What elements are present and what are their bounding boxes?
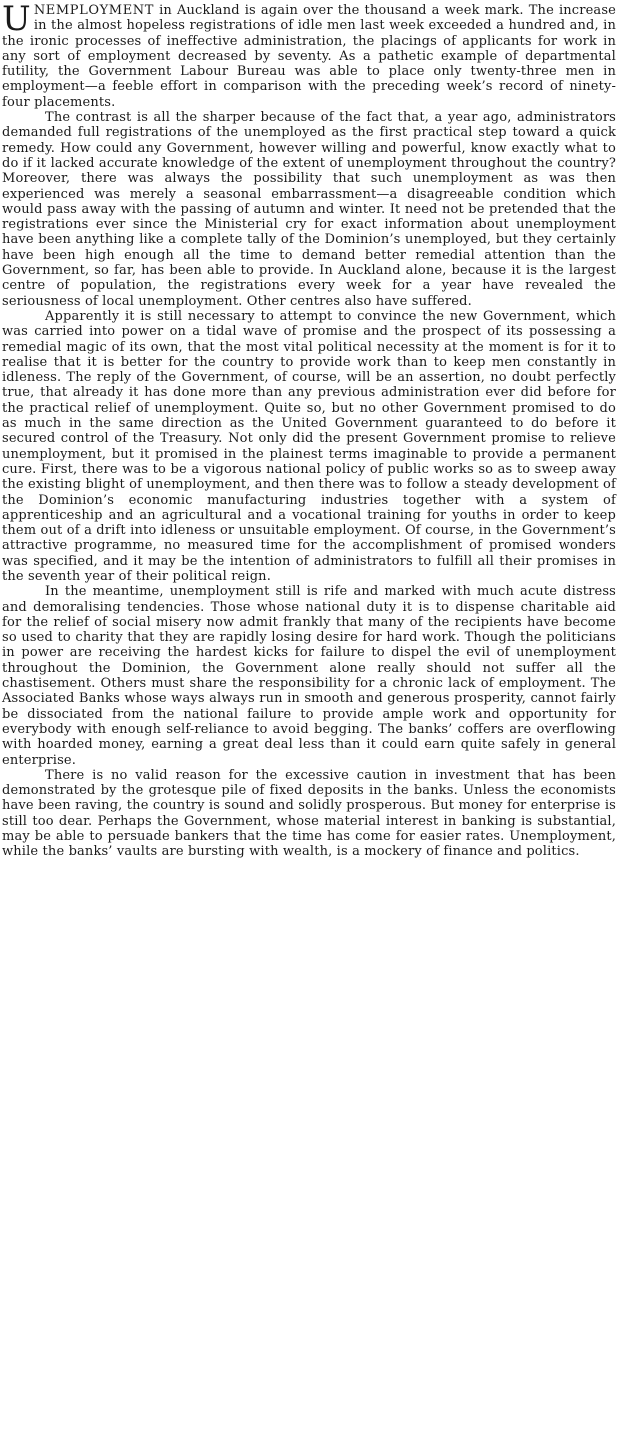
article-paragraph-4: In the meantime, unemployment still is rife and marked with much acute distress and demoralising tendencies. Those whose national duty it is to dispense charitable aid for the relief of social misery now admit frankly that many of the recipients have become so used to charity that they are rapidly losing desire for hard work. Though the politicians in power are receiving the hardest kicks for failure to dispel the evil of unemployment throughout the Dominion, the Government alone really should not suffer all the chastisement. Others must share the responsibility for a chronic lack of employment. The Associated Banks whose ways always run in smooth and generous prosperity, cannot fairly be dissociated from the national failure to provide ample work and opportunity for everybody with enough self-reliance to avoid begging. The banks’ coffers are overflowing with hoarded money, earning a great deal less than it could earn quite safely in general enterprise. bbox=[2, 584, 616, 768]
article-paragraph-1 bbox=[2, 0, 616, 110]
article-paragraph-3: Apparently it is still necessary to attempt to convince the new Government, which was carried into power on a tidal wave of promise and the prospect of its possessing a remedial magic of its own, that the most vital political necessity at the moment is for it to realise that it is better for the country to provide work than to keep men constantly in idleness. The reply of the Government, of course, will be an assertion, no doubt perfectly true, that already it has done more than any previous administration ever did before for the practical relief of unemployment. Quite so, but no other Government promised to do as much in the same direction as the United Government guaranteed to do before it secured control of the Treasury. Not only did the present Government promise to relieve unemployment, but it promised in the plainest terms imaginable to provide a permanent cure. First, there was to be a vigorous national policy of public works so as to sweep away the existing blight of unemployment, and then there was to follow a steady development of the Dominion’s economic manufacturing industries together with a system of apprenticeship and an agricultural and a vocational training for youths in order to keep them out of a drift into idleness or unsuitable employment. Of course, in the Government’s attractive programme, no measured time for the accomplishment of promised wonders was specified, and it may be the intention of administrators to fulfill all their promises in the seventh year of their political reign. bbox=[2, 308, 616, 584]
article-paragraph-2: The contrast is all the sharper because of the fact that, a year ago, administrators demanded full registrations of the unemployed as the first practical step toward a quick remedy. How could any Government, however willing and powerful, know exactly what to do if it lacked accurate knowledge of the extent of unemployment throughout the country? Moreover, there was always the possibility that such unemployment as was then experienced was merely a seasonal embarrassment—a disagreeable condition which would pass away with the passing of autumn and winter. It need not be pretended that the registrations ever since the Ministerial cry for exact information about unemployment have been anything like a complete tally of the Dominion’s unemployed, but they certainly have been high enough all the time to demand better remedial attention than the Government, so far, has been able to provide. In Auckland alone, because it is the largest centre of population, the registrations every week for a year have revealed the seriousness of local unemployment. Other centres also have suffered. bbox=[2, 110, 616, 309]
article-paragraph-5: There is no valid reason for the excessive caution in investment that has been demonstrated by the grotesque pile of fixed deposits in the banks. Unless the economists have been raving, the country is sound and solidly prosperous. But money for enterprise is still too dear. Perhaps the Government, whose material interest in banking is substantial, may be able to persuade bankers that the time has come for easier rates. Unemployment, while the banks’ vaults are bursting with wealth, is a mockery of finance and politics. bbox=[2, 767, 616, 860]
lead-word: NEMPLOYMENT bbox=[33, 3, 155, 18]
paragraph-1-text: in Auckland is again over the thousand a week mark. The increase in the almost hopeless registrations of idle men last week exceeded a hundred and, in the ironic processes of ineffective administration, the placings of applicants for work in any sort of employment decreased by seventy. As a pathetic example of departmental futility, the Government Labour Bureau was able to place only twenty-three men in employment—a feeble effort in comparison with the preceding week’s record of ninety-four placements. bbox=[2, 3, 616, 110]
drop-cap: U bbox=[2, 0, 31, 39]
